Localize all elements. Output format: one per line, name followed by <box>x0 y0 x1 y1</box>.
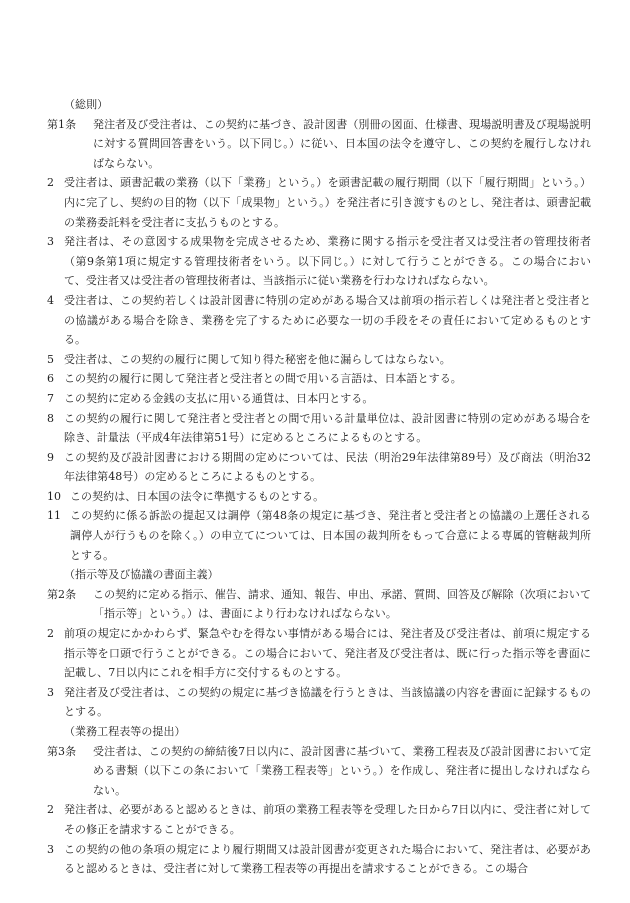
paragraph-text: 発注者は、必要があると認めるときは、前項の業務工程表等を受理した日から7日以内に、受注者に対してその修正を請求することができる。 <box>64 803 591 836</box>
paragraph-number: 3 <box>47 685 55 699</box>
article-number: 第2条 <box>47 587 77 601</box>
numbered-paragraph <box>47 487 591 507</box>
paragraph-number: 2 <box>47 627 55 641</box>
paragraph-number: 2 <box>47 176 55 190</box>
paragraph-number: 10 <box>47 489 62 503</box>
numbered-paragraph <box>47 448 591 487</box>
paragraph-number: 5 <box>47 352 55 366</box>
numbered-paragraph <box>47 173 591 232</box>
paragraph-text: この契約に定める指示、催告、請求、通知、報告、申出、承諾、質問、回答及び解除（次項において「指示等」という。）は、書面により行わなければならない。 <box>93 587 591 621</box>
paragraph-number: 7 <box>47 391 55 405</box>
numbered-paragraph <box>47 232 591 291</box>
paragraph-text: 発注者は、その意図する成果物を完成させるため、業務に関する指示を受注者又は受注者の管理技術者（第9条第1項に規定する管理技術者をいう。以下同じ。）に対して行うことができる。この場合において、受注者又は受注者の管理技術者は、当該指示に従い業務を行わなければならない。 <box>64 235 591 288</box>
numbered-paragraph <box>47 291 591 350</box>
article-paragraph <box>47 115 591 174</box>
paragraph-text: 受注者は、この契約の締結後7日以内に、設計図書に基づいて、業務工程表及び設計図書において定める書類（以下この条において「業務工程表等」という。）を作成し、発注者に提出しなければならない。 <box>93 744 591 797</box>
article-heading: （業務工程表等の提出） <box>64 725 186 738</box>
paragraph-text: この契約の履行に関して発注者と受注者との間で用いる言語は、日本語とする。 <box>64 372 462 386</box>
paragraph-text: 受注者は、この契約若しくは設計図書に特別の定めがある場合又は前項の指示若しくは発注者と受注者との協議がある場合を除き、業務を完了するために必要な一切の手段をその責任において定めるものとする。 <box>64 293 591 347</box>
paragraph-text: この契約に定める金銭の支払に用いる通貨は、日本円とする。 <box>64 391 374 405</box>
numbered-paragraph <box>47 389 591 409</box>
paragraph-text: 前項の規定にかかわらず、緊急やむを得ない事情がある場合には、発注者及び受注者は、前項に規定する指示等を口頭で行うことができる。この場合において、発注者及び受注者は、既に行った指示等を書面に記載し、7日以内にこれを相手方に交付するものとする。 <box>64 627 591 680</box>
paragraph-text: 発注者及び受注者は、この契約の規定に基づき協議を行うときは、当該協議の内容を書面に記録するものとする。 <box>64 685 591 719</box>
paragraph-number: 8 <box>47 411 55 425</box>
paragraph-text: この契約及び設計図書における期間の定めについては、民法（明治29年法律第89号）及び商法（明治32年法律第48号）の定めるところによるものとする。 <box>64 450 591 484</box>
paragraph-number: 11 <box>47 509 62 523</box>
article-number: 第3条 <box>47 744 77 758</box>
paragraph-number: 3 <box>47 842 55 856</box>
article-paragraph <box>47 742 591 801</box>
paragraph-text: この契約に係る訴訟の提起又は調停（第48条の規定に基づき、発注者と受注者との協議の上選任される調停人が行うものを除く。）の申立てについては、日本国の裁判所をもって合意による専属的管轄裁判所とする。 <box>70 509 591 562</box>
paragraph-number: 6 <box>47 372 55 386</box>
contract-document <box>47 95 591 879</box>
paragraph-number: 3 <box>47 235 55 249</box>
paragraph-text: この契約は、日本国の法令に準拠するものとする。 <box>70 489 325 503</box>
numbered-paragraph <box>47 683 591 722</box>
numbered-paragraph <box>47 506 591 565</box>
numbered-paragraph <box>47 350 591 370</box>
paragraph-text: この契約の他の条項の規定により履行期間又は設計図書が変更された場合において、発注者は、必要があると認めるときは、受注者に対して業務工程表等の再提出を請求することができる。この場合 <box>64 842 591 876</box>
article-heading: （総則） <box>64 98 109 111</box>
paragraph-text: 受注者は、この契約の履行に関して知り得た秘密を他に漏らしてはならない。 <box>64 352 451 366</box>
article-paragraph <box>47 585 591 624</box>
paragraph-text: この契約の履行に関して発注者と受注者との間で用いる計量単位は、設計図書に特別の定めがある場合を除き、計量法（平成4年法律第51号）に定めるところによるものとする。 <box>64 411 591 445</box>
numbered-paragraph <box>47 624 591 683</box>
numbered-paragraph <box>47 369 591 389</box>
paragraph-number: 4 <box>47 293 55 307</box>
paragraph-text: 発注者及び受注者は、この契約に基づき、設計図書（別冊の図面、仕様書、現場説明書及び現場説明に対する質問回答書をいう。以下同じ。）に従い、日本国の法令を遵守し、この契約を履行しなければならない。 <box>93 117 591 170</box>
numbered-paragraph <box>47 800 591 839</box>
article-number: 第1条 <box>47 117 77 131</box>
numbered-paragraph <box>47 409 591 448</box>
paragraph-number: 2 <box>47 803 55 817</box>
paragraph-number: 9 <box>47 450 55 464</box>
numbered-paragraph <box>47 840 591 879</box>
paragraph-text: 受注者は、頭書記載の業務（以下「業務」という。）を頭書記載の履行期間（以下「履行期間」という。）内に完了し、契約の目的物（以下「成果物」という。）を発注者に引き渡すものとし、発注者は、頭書記載の業務委託料を受注者に支払うものとする。 <box>64 176 591 229</box>
article-heading: （指示等及び協議の書面主義） <box>64 568 219 582</box>
